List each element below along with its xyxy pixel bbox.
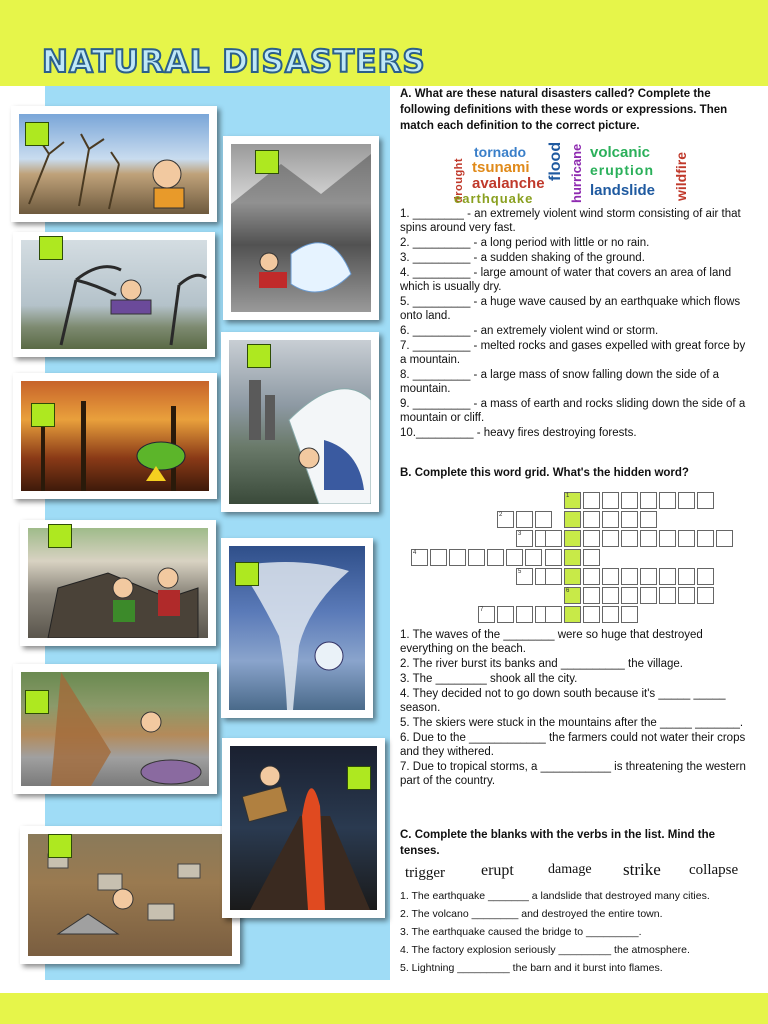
word-wildfire: wildfire — [673, 151, 689, 201]
grid-cell[interactable] — [621, 587, 638, 604]
grid-cell[interactable] — [535, 511, 552, 528]
grid-cell[interactable] — [583, 606, 600, 623]
grid-cell[interactable] — [640, 587, 657, 604]
grid-cell[interactable]: 2 — [497, 511, 514, 528]
answer-marker[interactable] — [25, 122, 49, 146]
definition-item: 1. ________ - an extremely violent wind storm consisting of air that spins around very fast. — [400, 208, 741, 234]
grid-cell[interactable] — [678, 587, 695, 604]
answer-marker[interactable] — [48, 524, 72, 548]
grid-cell[interactable] — [583, 511, 600, 528]
grid-cell[interactable] — [545, 606, 562, 623]
answer-marker[interactable] — [39, 236, 63, 260]
grid-cell[interactable] — [640, 511, 657, 528]
grid-cell[interactable] — [516, 511, 533, 528]
answer-marker[interactable] — [48, 834, 72, 858]
word-hurricane: hurricane — [569, 143, 584, 203]
definition-item: 5. _________ - a huge wave caused by an earthquake which flows onto land. — [400, 296, 741, 322]
grid-cell[interactable] — [678, 568, 695, 585]
definition-item: 3. _________ - a sudden shaking of the ground. — [400, 252, 645, 264]
hurricane-picture — [13, 232, 215, 357]
word-earthquake: earthquake — [454, 191, 534, 206]
grid-cell[interactable] — [659, 568, 676, 585]
grid-cell[interactable] — [487, 549, 504, 566]
verb-list — [405, 860, 750, 886]
answer-marker[interactable] — [247, 344, 271, 368]
grid-cell[interactable] — [583, 549, 600, 566]
avalanche-picture — [223, 136, 379, 320]
verb-collapse: collapse — [689, 862, 739, 878]
answer-marker[interactable] — [31, 403, 55, 427]
grid-cell[interactable] — [697, 530, 714, 547]
grid-cell[interactable] — [659, 492, 676, 509]
grid-cell[interactable] — [640, 530, 657, 547]
grid-cell[interactable] — [640, 568, 657, 585]
grid-cell[interactable]: 7 — [478, 606, 495, 623]
word-avalanche: avalanche — [472, 175, 545, 192]
definition-item: 2. _________ - a long period with little or no rain. — [400, 237, 650, 249]
section-b-instruction: B. Complete this word grid. What's the hidden word? — [400, 467, 689, 479]
grid-cell[interactable] — [602, 568, 619, 585]
answer-marker[interactable] — [255, 150, 279, 174]
grid-cell[interactable] — [506, 549, 523, 566]
flood-picture — [20, 826, 240, 964]
grid-cell[interactable] — [659, 587, 676, 604]
section-b-sentences — [400, 628, 752, 789]
grid-cell[interactable] — [430, 549, 447, 566]
bottom-band — [0, 993, 768, 1024]
grid-cell[interactable] — [468, 549, 485, 566]
grid-cell[interactable] — [545, 568, 562, 585]
sentence-item: 4. They decided not to go down south because it's _____ _____ season. — [400, 688, 726, 714]
sentence-item: 3. The ________ shook all the city. — [400, 673, 578, 685]
definition-item: 10._________ - heavy fires destroying forests. — [400, 427, 637, 439]
grid-cell[interactable] — [564, 530, 581, 547]
grid-cell[interactable] — [640, 492, 657, 509]
verb-trigger: trigger — [405, 865, 445, 881]
grid-cell[interactable] — [583, 492, 600, 509]
grid-cell[interactable]: 5 — [516, 568, 533, 585]
sentence-item: 3. The earthquake caused the bridge to _________. — [400, 926, 642, 938]
sentence-item: 7. Due to tropical storms, a ___________ is threatening the western part of the country. — [400, 761, 746, 787]
wildfire-picture — [13, 373, 217, 499]
grid-cell[interactable] — [602, 530, 619, 547]
grid-cell[interactable] — [659, 530, 676, 547]
grid-cell[interactable]: 4 — [411, 549, 428, 566]
grid-cell[interactable] — [564, 549, 581, 566]
section-a-instruction: A. What are these natural disasters called? Complete the following definitions with these words or expressions. Then match each definition to the correct picture. — [400, 88, 728, 132]
grid-cell[interactable] — [621, 511, 638, 528]
sentence-item: 6. Due to the ____________ the farmers could not water their crops and they withered. — [400, 732, 746, 758]
word-grid — [408, 490, 748, 626]
grid-cell[interactable] — [497, 606, 514, 623]
grid-cell[interactable] — [516, 606, 533, 623]
word-eruption: eruption — [590, 162, 654, 178]
grid-cell[interactable] — [583, 530, 600, 547]
grid-cell[interactable] — [697, 587, 714, 604]
sentence-item: 5. Lightning _________ the barn and it burst into flames. — [400, 962, 663, 974]
definition-item: 8. _________ - a large mass of snow falling down the side of a mountain. — [400, 369, 720, 395]
grid-cell[interactable] — [545, 549, 562, 566]
grid-cell[interactable] — [602, 492, 619, 509]
tornado-picture — [221, 538, 373, 718]
grid-cell[interactable] — [564, 606, 581, 623]
sentence-item: 1. The earthquake _______ a landslide that destroyed many cities. — [400, 890, 710, 902]
grid-cell[interactable] — [621, 492, 638, 509]
landslide-picture — [13, 664, 217, 794]
grid-cell[interactable] — [678, 492, 695, 509]
word-tornado: tornado — [474, 144, 527, 160]
volcanic-eruption-picture — [222, 738, 385, 918]
grid-cell[interactable] — [564, 568, 581, 585]
grid-cell[interactable] — [602, 606, 619, 623]
grid-cell[interactable]: 1 — [564, 492, 581, 509]
definitions-list — [400, 207, 752, 441]
tsunami-picture — [221, 332, 379, 512]
answer-marker[interactable] — [235, 562, 259, 586]
section-c-sentences — [400, 888, 752, 978]
grid-cell[interactable] — [602, 511, 619, 528]
grid-cell[interactable] — [621, 606, 638, 623]
earthquake-picture — [20, 520, 216, 646]
grid-cell[interactable]: 6 — [564, 587, 581, 604]
sentence-item: 5. The skiers were stuck in the mountains after the _____ _______. — [400, 717, 744, 729]
drought-picture — [11, 106, 217, 222]
grid-cell[interactable] — [678, 530, 695, 547]
sentence-item: 4. The factory explosion seriously _________ the atmosphere. — [400, 944, 690, 956]
grid-cell[interactable] — [621, 530, 638, 547]
grid-cell[interactable] — [697, 568, 714, 585]
word-landslide: landslide — [590, 182, 656, 199]
word-drought: drought — [453, 157, 465, 203]
answer-marker[interactable] — [25, 690, 49, 714]
word-tsunami: tsunami — [472, 159, 530, 176]
grid-cell[interactable]: 3 — [516, 530, 533, 547]
grid-cell[interactable] — [564, 511, 581, 528]
definition-item: 9. _________ - a mass of earth and rocks sliding down the side of a mountain or cliff. — [400, 398, 746, 424]
grid-cell[interactable] — [449, 549, 466, 566]
sentence-item: 2. The river burst its banks and __________ the village. — [400, 658, 683, 670]
grid-cell[interactable] — [621, 568, 638, 585]
answer-marker[interactable] — [347, 766, 371, 790]
definition-item: 6. _________ - an extremely violent wind or storm. — [400, 325, 659, 337]
sentence-item: 1. The waves of the ________ were so huge that destroyed everything on the beach. — [400, 629, 703, 655]
grid-cell[interactable] — [583, 587, 600, 604]
verb-damage: damage — [548, 862, 592, 877]
word-cloud — [452, 143, 702, 205]
grid-cell[interactable] — [583, 568, 600, 585]
verb-erupt: erupt — [481, 862, 514, 879]
verb-strike: strike — [623, 860, 661, 879]
grid-cell[interactable] — [525, 549, 542, 566]
sentence-item: 2. The volcano ________ and destroyed the entire town. — [400, 908, 663, 920]
word-volcanic: volcanic — [590, 144, 651, 161]
word-flood: flood — [547, 141, 564, 181]
grid-cell[interactable] — [697, 492, 714, 509]
definition-item: 4. _________ - large amount of water that covers an area of land which is usually dry. — [400, 267, 732, 293]
worksheet-title: NATURAL DISASTERS — [42, 44, 426, 80]
grid-cell[interactable] — [545, 530, 562, 547]
grid-cell[interactable] — [602, 587, 619, 604]
section-c-instruction: C. Complete the blanks with the verbs in the list. Mind the tenses. — [400, 829, 716, 857]
grid-cell[interactable] — [716, 530, 733, 547]
definition-item: 7. _________ - melted rocks and gases expelled with great force by a mountain. — [400, 340, 746, 366]
